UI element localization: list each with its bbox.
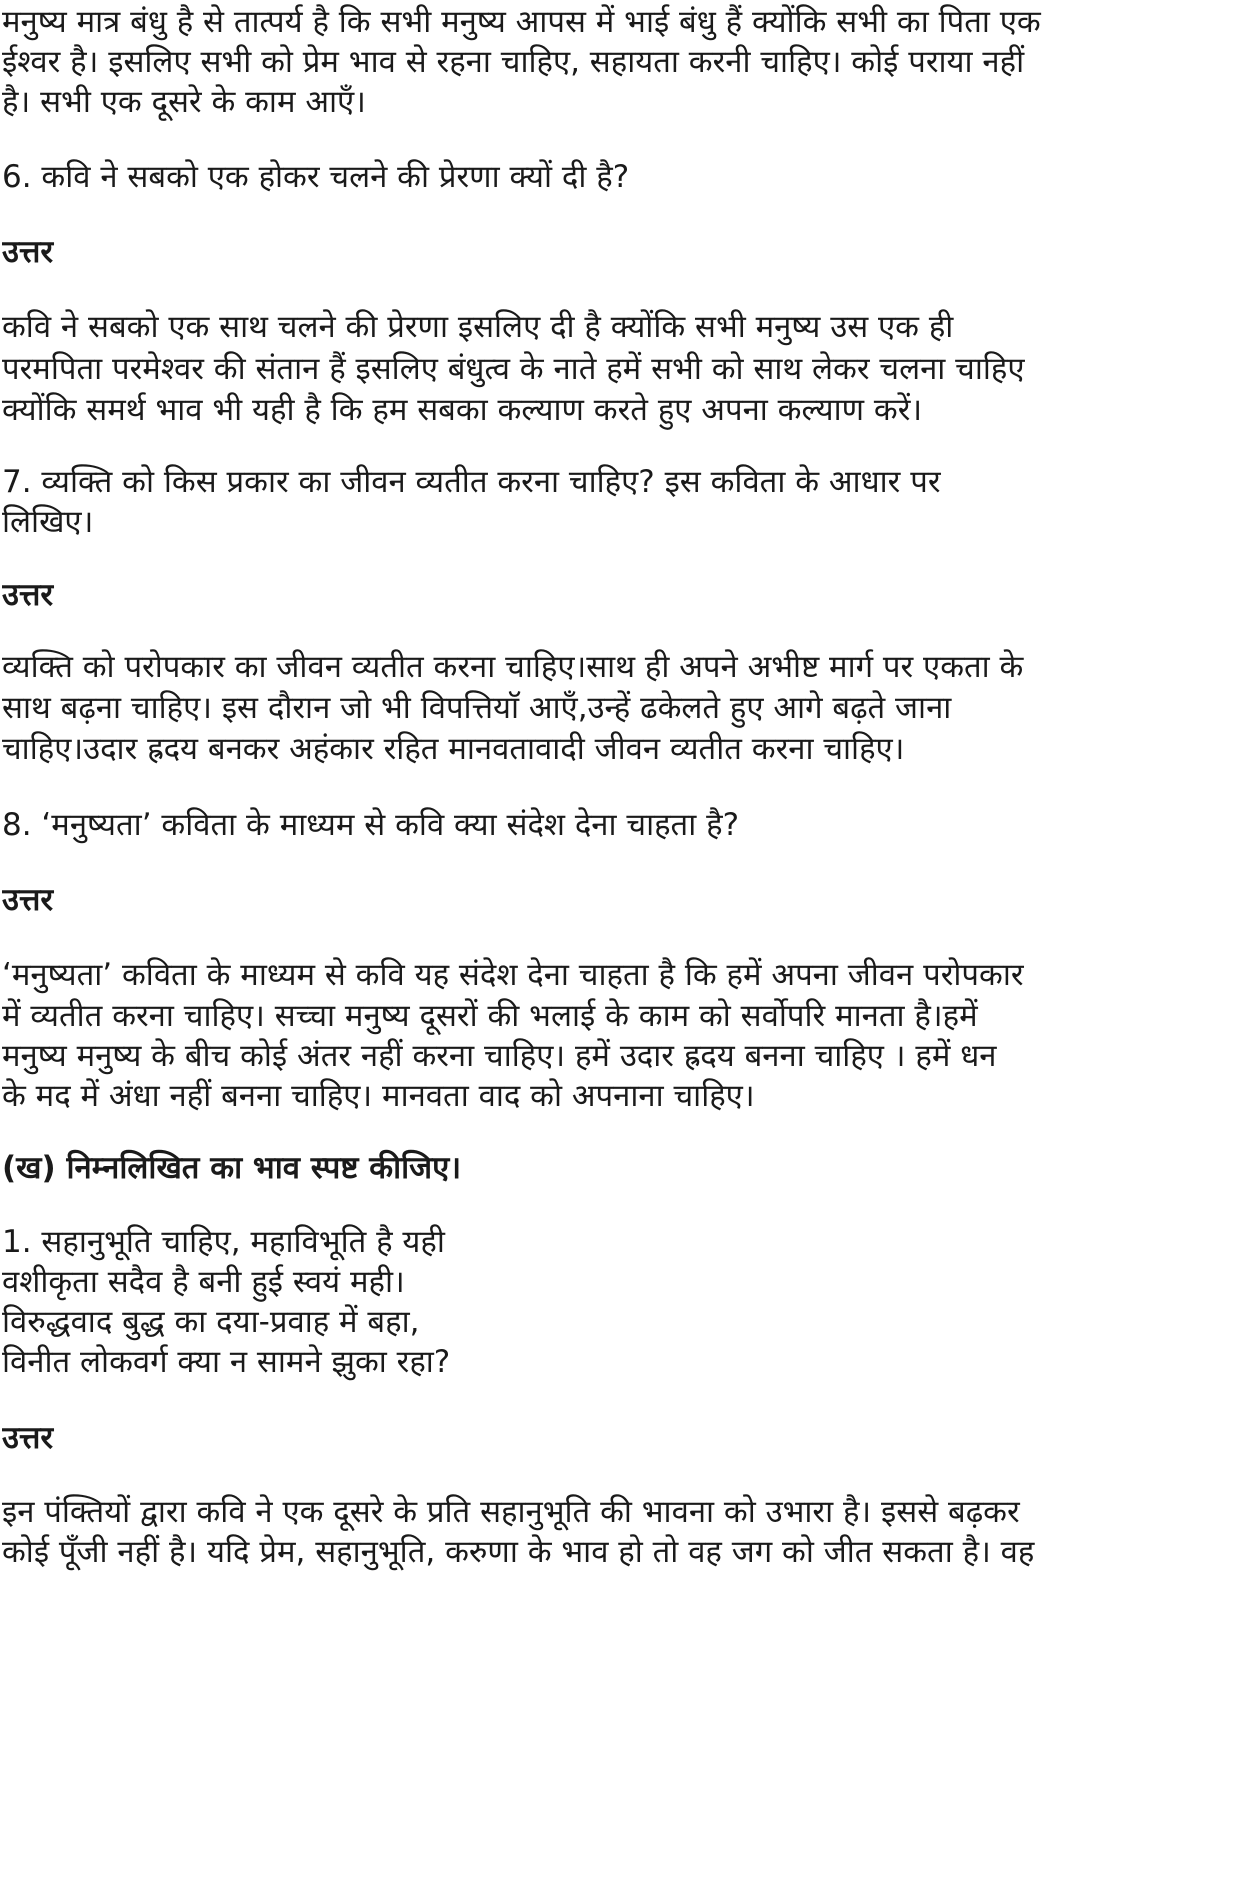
- answer-label-7: उत्तर: [2, 577, 54, 613]
- question-6: 6. कवि ने सबको एक होकर चलने की प्रेरणा क्यों दी है?: [2, 159, 630, 195]
- verse-line-4: विनीत लोकवर्ग क्या न सामने झुका रहा?: [2, 1344, 451, 1380]
- answer-label-6: उत्तर: [2, 234, 54, 270]
- answer-6-line-2: परमपिता परमेश्वर की संतान हैं इसलिए बंधुत्व के नाते हमें सभी को साथ लेकर चलना चाहिए: [2, 351, 1025, 387]
- answer-7-line-3: चाहिए।उदार ह्रदय बनकर अहंकार रहित मानवतावादी जीवन व्यतीत करना चाहिए।: [2, 731, 905, 767]
- verse-line-1: 1. सहानुभूति चाहिए, महाविभूति है यही: [2, 1224, 445, 1260]
- answer-8-line-3: मनुष्य मनुष्य के बीच कोई अंतर नहीं करना चाहिए। हमें उदार ह्रदय बनना चाहिए । हमें धन: [2, 1038, 997, 1074]
- question-8: 8. ‘मनुष्यता’ कविता के माध्यम से कवि क्या संदेश देना चाहता है?: [2, 807, 740, 843]
- answer-kha-1-line-2: कोई पूँजी नहीं है। यदि प्रेम, सहानुभूति, करुणा के भाव हो तो वह जग को जीत सकता है। वह: [2, 1534, 1035, 1570]
- answer-kha-1-line-1: इन पंक्तियों द्वारा कवि ने एक दूसरे के प्रति सहानुभूति की भावना को उभारा है। इससे बढ़कर: [2, 1494, 1020, 1530]
- answer-6-line-1: कवि ने सबको एक साथ चलने की प्रेरणा इसलिए दी है क्योंकि सभी मनुष्य उस एक ही: [2, 309, 954, 345]
- answer-7-line-1: व्यक्ति को परोपकार का जीवन व्यतीत करना चाहिए।साथ ही अपने अभीष्ट मार्ग पर एकता के: [2, 649, 1024, 685]
- answer-7-line-2: साथ बढ़ना चाहिए। इस दौरान जो भी विपत्तियाॅ आएँ,उन्हें ढकेलते हुए आगे बढ़ते जाना: [2, 690, 952, 726]
- section-kha-heading: (ख) निम्नलिखित का भाव स्पष्ट कीजिए।: [2, 1150, 462, 1186]
- verse-line-2: वशीकृता सदैव है बनी हुई स्वयं मही।: [2, 1264, 405, 1300]
- answer-8-line-4: के मद में अंधा नहीं बनना चाहिए। मानवता वाद को अपनाना चाहिए।: [2, 1078, 755, 1114]
- question-7-line-1: 7. व्यक्ति को किस प्रकार का जीवन व्यतीत करना चाहिए? इस कविता के आधार पर: [2, 464, 941, 500]
- answer-label-kha-1: उत्तर: [2, 1420, 54, 1456]
- question-7-line-2: लिखिए।: [2, 504, 94, 540]
- answer-6-line-3: क्योंकि समर्थ भाव भी यही है कि हम सबका कल्याण करते हुए अपना कल्याण करें।: [2, 392, 923, 428]
- intro-line-1: मनुष्य मात्र बंधु है से तात्पर्य है कि सभी मनुष्य आपस में भाई बंधु हैं क्योंकि सभी का पिता एक: [2, 4, 1041, 40]
- intro-line-3: है। सभी एक दूसरे के काम आएँ।: [2, 84, 366, 120]
- answer-8-line-1: ‘मनुष्यता’ कविता के माध्यम से कवि यह संदेश देना चाहता है कि हमें अपना जीवन परोपकार: [2, 957, 1024, 993]
- answer-8-line-2: में व्यतीत करना चाहिए। सच्चा मनुष्य दूसरों की भलाई के काम को सर्वोपरि मानता है।हमें: [2, 998, 978, 1034]
- answer-label-8: उत्तर: [2, 882, 54, 918]
- intro-line-2: ईश्वर है। इसलिए सभी को प्रेम भाव से रहना चाहिए, सहायता करनी चाहिए। कोई पराया नहीं: [2, 44, 1025, 80]
- verse-line-3: विरुद्धवाद बुद्ध का दया-प्रवाह में बहा,: [2, 1304, 420, 1340]
